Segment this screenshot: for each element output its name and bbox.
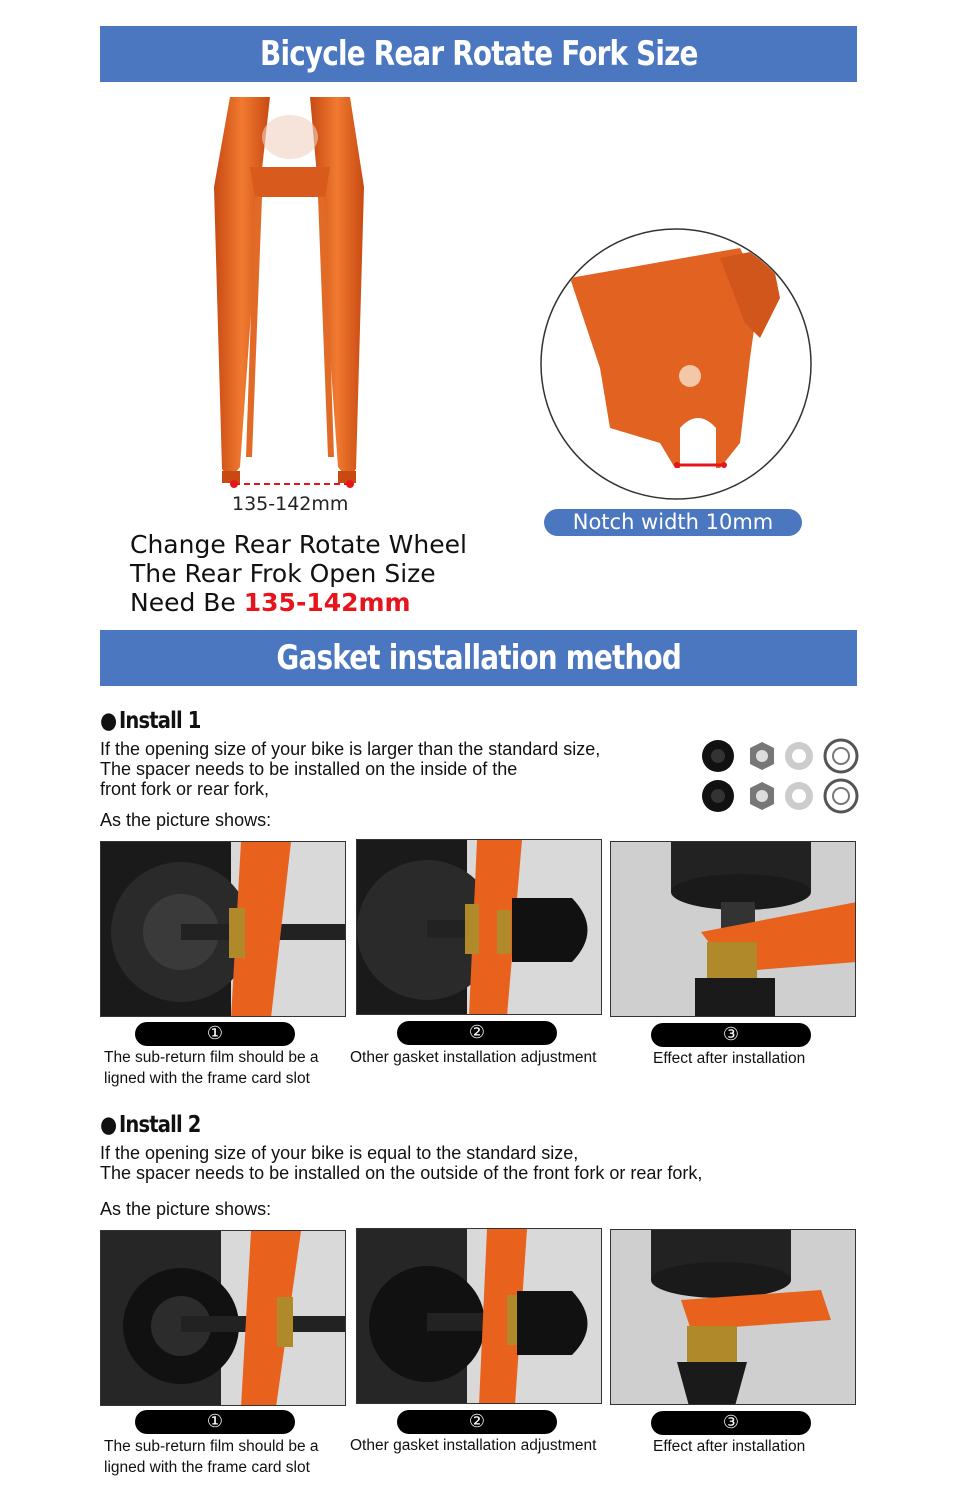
install1-step3-number: ③	[651, 1023, 811, 1047]
banner-gasket-title: Gasket installation method	[276, 638, 681, 678]
install2-photo-1	[100, 1230, 346, 1406]
fork-caption-prefix: Need Be	[130, 588, 244, 617]
fork-caption-line1: Change Rear Rotate Wheel	[130, 530, 467, 559]
install2-photo-2	[356, 1228, 602, 1404]
install1-step1-cap1: The sub-return film should be a	[104, 1049, 319, 1066]
install1-step1-number: ①	[135, 1022, 295, 1046]
install1-description	[100, 739, 600, 799]
install2-step3-caption: Effect after installation	[653, 1438, 806, 1455]
install2-step1-cap1: The sub-return film should be a	[104, 1438, 319, 1455]
fork-width-indicator	[228, 477, 358, 491]
bullet-icon: ●	[100, 708, 117, 734]
fork-caption-highlight: 135-142mm	[243, 588, 411, 617]
install2-shows: As the picture shows:	[100, 1199, 272, 1219]
install1-desc-line3: front fork or rear fork,	[100, 779, 270, 799]
rear-fork-image	[200, 97, 380, 497]
banner-gasket	[100, 630, 857, 686]
install1-step2-number: ②	[397, 1021, 557, 1045]
install1-desc-line1: If the opening size of your bike is larger than the standard size,	[100, 739, 601, 759]
install2-description	[100, 1143, 702, 1183]
install2-step2-number: ②	[397, 1410, 557, 1434]
spacer-parts-image	[696, 738, 862, 816]
install1-title: Install 1	[119, 708, 201, 734]
install2-title: Install 2	[119, 1112, 201, 1138]
install2-photo-3	[610, 1229, 856, 1405]
notch-width-label: Notch width 10mm	[544, 509, 802, 536]
install2-heading	[100, 1112, 215, 1138]
install1-heading	[100, 708, 215, 734]
install1-step1-caption	[104, 1047, 319, 1089]
install2-desc-line2: The spacer needs to be installed on the outside of the front fork or rear fork,	[100, 1163, 703, 1183]
install2-desc-line1: If the opening size of your bike is equal to the standard size,	[100, 1143, 579, 1163]
install2-step2-caption: Other gasket installation adjustment	[350, 1437, 597, 1454]
install1-photo-3	[610, 841, 856, 1017]
install1-photo-2	[356, 839, 602, 1015]
install2-step1-number: ①	[135, 1410, 295, 1434]
install1-shows: As the picture shows:	[100, 810, 272, 830]
notch-zoom-image	[540, 228, 812, 500]
fork-caption-line3	[130, 588, 467, 617]
fork-width-label: 135-142mm	[232, 493, 349, 515]
install2-step3-number: ③	[651, 1411, 811, 1435]
install1-step2-caption: Other gasket installation adjustment	[350, 1049, 597, 1066]
bullet-icon: ●	[100, 1112, 117, 1138]
install1-step3-caption: Effect after installation	[653, 1050, 806, 1067]
fork-caption	[130, 530, 467, 617]
banner-fork-size	[100, 26, 857, 82]
fork-caption-line2: The Rear Frok Open Size	[130, 559, 436, 588]
install1-step1-cap2: ligned with the frame card slot	[104, 1070, 310, 1087]
install2-step1-cap2: ligned with the frame card slot	[104, 1459, 310, 1476]
banner-fork-size-title: Bicycle Rear Rotate Fork Size	[259, 34, 698, 74]
install1-desc-line2: The spacer needs to be installed on the inside of the	[100, 759, 518, 779]
install2-step1-caption	[104, 1436, 319, 1478]
install1-photo-1	[100, 841, 346, 1017]
